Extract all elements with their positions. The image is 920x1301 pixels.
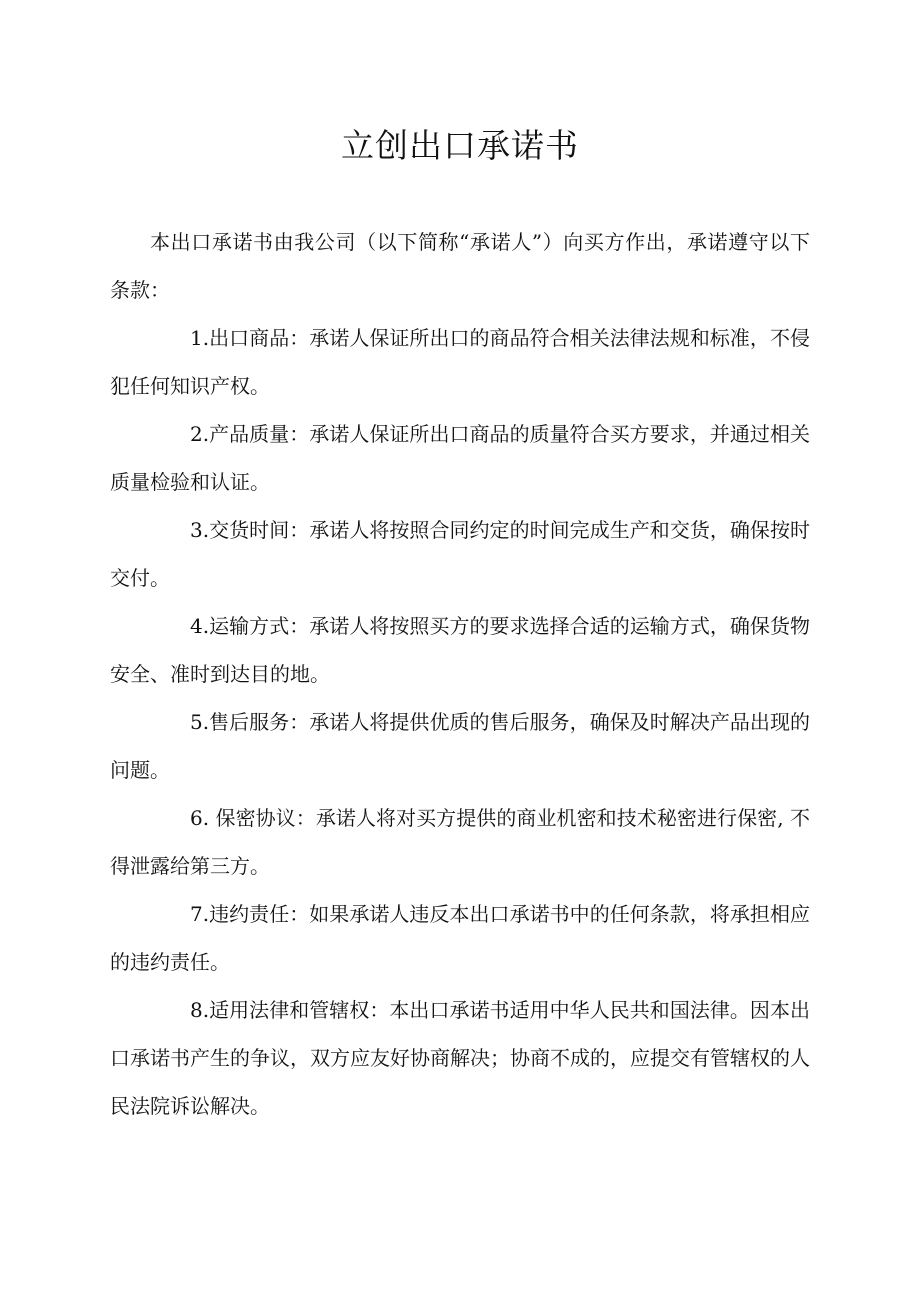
clause-2 (110, 410, 810, 506)
clause-text: .违约责任：如果承诺人违反本出口承诺书中的任何条款，将承担相应的违约责任。 (110, 902, 810, 974)
clause-text: .运输方式：承诺人将按照买方的要求选择合适的运输方式，确保货物安全、准时到达目的地。 (110, 614, 810, 686)
clause-number: 5 (190, 710, 203, 734)
clause-7 (110, 890, 810, 986)
clause-number: 1 (190, 326, 203, 350)
clause-text: .交货时间：承诺人将按照合同约定的时间完成生产和交货，确保按时交付。 (110, 518, 810, 590)
clause-number: 6 (190, 806, 203, 830)
clause-number: 8 (190, 998, 203, 1022)
clause-number: 2 (190, 422, 203, 446)
clause-number: 4 (190, 614, 203, 638)
clause-1 (110, 314, 810, 410)
document-title: 立创出口承诺书 (341, 126, 579, 165)
clause-8 (110, 986, 810, 1130)
clause-4 (110, 602, 810, 698)
clause-text: .适用法律和管辖权：本出口承诺书适用中华人民共和国法律。因本出口承诺书产生的争议，双方应友好协商解决；协商不成的，应提交有管辖权的人民法院诉讼解决。 (110, 998, 810, 1118)
clause-number: 3 (190, 518, 203, 542)
clause-text: .售后服务：承诺人将提供优质的售后服务，确保及时解决产品出现的问题。 (110, 710, 810, 782)
clause-3 (110, 506, 810, 602)
clause-5 (110, 698, 810, 794)
clause-text: . 保密协议：承诺人将对买方提供的商业机密和技术秘密进行保密, 不得泄露给第三方。 (110, 806, 810, 878)
intro-paragraph: 本出口承诺书由我公司（以下简称“承诺人”）向买方作出，承诺遵守以下条款： (110, 230, 810, 302)
document-body (110, 218, 810, 1130)
clause-text: .出口商品：承诺人保证所出口的商品符合相关法律法规和标准，不侵犯任何知识产权。 (110, 326, 810, 398)
clause-text: .产品质量：承诺人保证所出口商品的质量符合买方要求，并通过相关质量检验和认证。 (110, 422, 810, 494)
clause-number: 7 (190, 902, 203, 926)
clause-6 (110, 794, 810, 890)
